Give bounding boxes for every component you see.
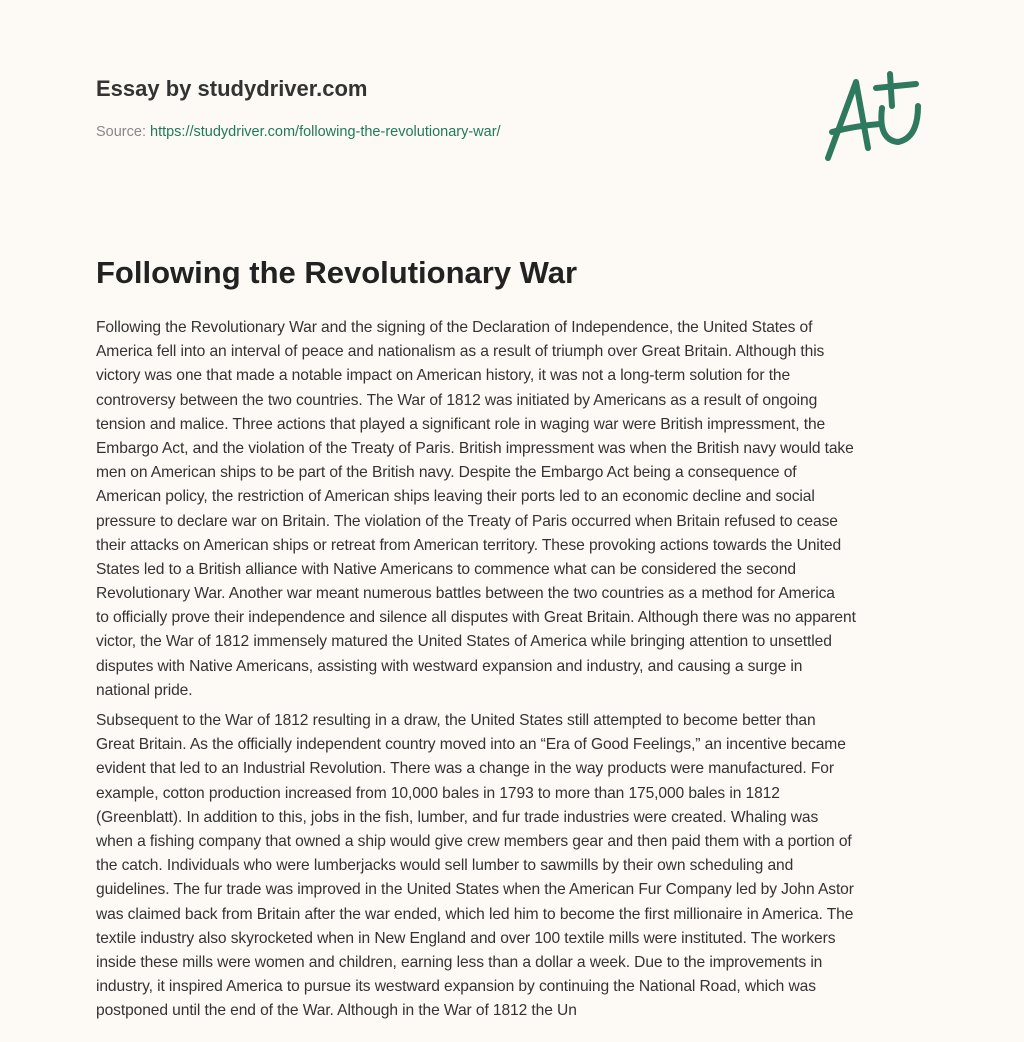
text-line: to officially prove their independence and silence all disputes with Great Britain. Although there was no apparent [96,609,856,627]
text-line: industry, it inspired America to pursue its westward expansion by continuing the National Road, which was [96,978,816,996]
paragraph-2 [96,709,936,1023]
text-line: Subsequent to the War of 1812 resulting in a draw, the United States still attempted to become better than [96,712,816,729]
a-plus-logo-icon [818,68,928,164]
text-line: victory was one that made a notable impact on American history, it was not a long-term solution for the [96,367,791,385]
text-line: States led to a British alliance with Native Americans to commence what can be considered the second [96,560,796,578]
source-line [96,124,501,140]
text-line: Following the Revolutionary War and the signing of the Declaration of Independence, the United States of [96,319,813,336]
text-line: example, cotton production increased from 10,000 bales in 1793 to more than 175,000 bales in 1812 [96,784,780,802]
text-line: the catch. Individuals who were lumberjacks would sell lumber to sawmills by their own scheduling and [96,857,794,875]
text-line: Embargo Act, and the violation of the Treaty of Paris. British impressment was when the British navy would take [96,439,854,457]
text-line: men on American ships to be part of the British navy. Despite the Embargo Act being a consequence of [96,464,797,482]
text-line: postponed until the end of the War. Although in the War of 1812 the Un [96,1002,577,1020]
source-link[interactable]: https://studydriver.com/following-the-revolutionary-war/ [150,124,501,140]
text-line: victor, the War of 1812 immensely matured the United States of America while bringing attention to unsettled [96,633,832,651]
site-brand: Essay by studydriver.com [96,76,368,101]
text-line: evident that led to an Industrial Revolution. There was a change in the way products were manufactured. For [96,760,834,778]
text-line: disputes with Native Americans, assisting with westward expansion and industry, and causing a surge in [96,657,803,675]
paragraph-1 [96,316,936,703]
text-line: controversy between the two countries. The War of 1812 was initiated by Americans as a result of ongoing [96,391,818,409]
text-line: their attacks on American ships or retreat from American territory. These provoking actions towards the United [96,536,842,554]
essay-title: Following the Revolutionary War [96,255,578,290]
essay-body [96,316,936,1029]
text-line: national pride. [96,681,193,699]
text-line: textile industry also skyrocketed when in New England and over 100 textile mills were instituted. The workers [96,929,836,947]
text-line: inside these mills were women and children, earning less than a dollar a week. Due to the improvements in [96,953,823,971]
text-line: guidelines. The fur trade was improved in the United States when the American Fur Company led by John Astor [96,881,854,899]
source-label: Source: [96,124,150,140]
text-line: American policy, the restriction of American ships leaving their ports led to an economic decline and social [96,488,815,506]
text-line: tension and malice. Three actions that played a significant role in waging war were British impressment, the [96,415,826,433]
text-line: was claimed back from Britain after the war ended, which led him to become the first millionaire in America. The [96,905,854,923]
text-line: pressure to declare war on Britain. The violation of the Treaty of Paris occurred when Britain refused to cease [96,512,838,530]
text-line: Great Britain. As the officially independent country moved into an “Era of Good Feelings,” an incentive became [96,736,846,754]
text-line: America fell into an interval of peace and nationalism as a result of triumph over Great Britain. Although this [96,343,825,361]
text-line: (Greenblatt). In addition to this, jobs in the fish, lumber, and fur trade industries were created. Whaling was [96,808,819,826]
text-line: Revolutionary War. Another war meant numerous battles between the two countries as a method for America [96,585,835,603]
text-line: when a fishing company that owned a ship would give crew members gear and then paid them with a portion of [96,832,852,850]
